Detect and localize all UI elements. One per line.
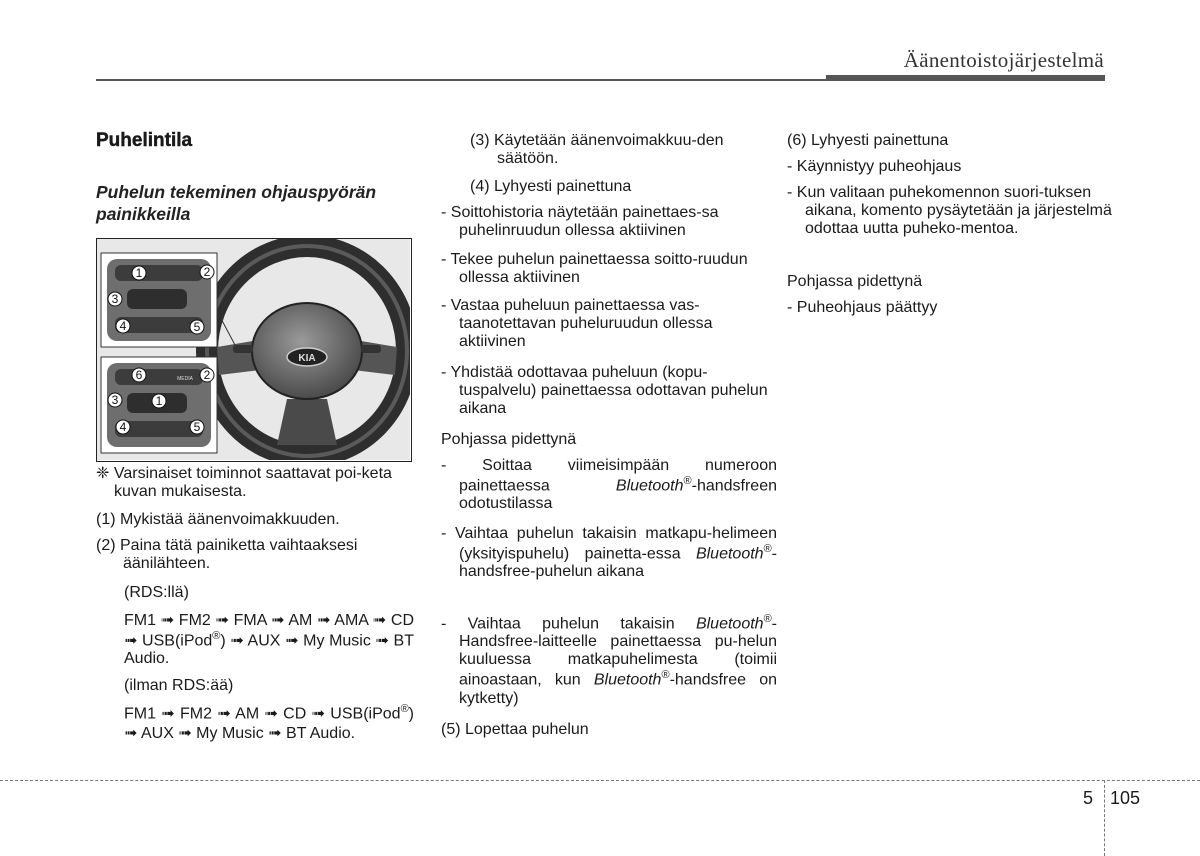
- item-2: (2) Paina tätä painiketta vaihtaaksesi äänilähteen.: [96, 537, 358, 572]
- badge-4: 4: [119, 319, 127, 333]
- bluetooth-term: Bluetooth: [615, 477, 684, 495]
- bullet-4g-part-2: -Handsfree-laitteelle painettaessa pu-helun kuuluessa matkapuhelimesta (toimii ainoastaan, kun: [459, 615, 777, 689]
- bullet-4f: [441, 525, 777, 581]
- rds-sequence-part-2: ) ➟ AUX ➟ My Music ➟ BT Audio.: [124, 632, 414, 668]
- item-4: (4) Lyhyesti painettuna: [470, 178, 632, 195]
- bullet-4e-part-2: -handsfreen odotustilassa: [459, 477, 777, 513]
- no-rds-label: (ilman RDS:ää): [124, 677, 234, 694]
- bottom-spoke: [277, 399, 337, 445]
- bullet-4e-part-1: - Soittaa viimeisimpään numeroon painettaessa: [441, 457, 777, 495]
- rds-sequence: [124, 610, 414, 668]
- no-rds-sequence-part-2: ) ➟ AUX ➟ My Music ➟ BT Audio.: [124, 705, 414, 743]
- bullet-4g-part-3: -handsfree on kytketty): [459, 671, 778, 707]
- item-1: (1) Mykistää äänenvoimakkuuden.: [96, 511, 340, 528]
- reg-mark: ®: [212, 630, 221, 642]
- steering-wheel-illustration: [97, 239, 410, 460]
- badge-6: 6: [135, 368, 143, 382]
- badge-5-lower: 5: [193, 420, 201, 434]
- bullet-6c: - Puheohjaus päättyy: [787, 299, 938, 316]
- hold-label-6: Pohjassa pidettynä: [787, 273, 923, 290]
- no-rds-sequence-part-1: FM1 ➟ FM2 ➟ AM ➟ CD ➟ USB(iPod: [124, 705, 401, 723]
- bluetooth-term: Bluetooth: [695, 545, 764, 563]
- logo-text: KIA: [298, 353, 316, 364]
- badge-2-lower: 2: [203, 368, 211, 382]
- chapter-title: Äänentoistojärjestelmä: [903, 48, 1104, 72]
- badge-3-lower: 3: [111, 393, 119, 407]
- section-title: Puhelintila: [96, 130, 193, 151]
- header-rule: [96, 79, 826, 81]
- no-rds-sequence: [124, 703, 414, 743]
- page-number: 105: [1110, 788, 1141, 808]
- hold-label-4: Pohjassa pidettynä: [441, 431, 577, 448]
- bullet-6b: - Kun valitaan puhekomennon suori-tuksen aikana, komento pysäytetään ja järjestelmä odottaa uutta puheko-mentoa.: [787, 184, 1112, 237]
- badge-5: 5: [193, 320, 201, 334]
- bluetooth-term: Bluetooth: [695, 615, 764, 633]
- media-label: MEDIA: [177, 376, 193, 382]
- badge-1-lower: 1: [155, 394, 163, 408]
- section-number: 5: [1083, 788, 1094, 808]
- subsection-title: Puhelun tekeminen ohjauspyörän painikkeilla: [96, 182, 377, 224]
- badge-4-lower: 4: [119, 420, 127, 434]
- bullet-4f-part-1: - Vaihtaa puhelun takaisin matkapu-helimeen (yksityispuhelu) painetta-essa: [441, 525, 777, 563]
- reg-mark: ®: [661, 669, 670, 682]
- rds-sequence-part-1: FM1 ➟ FM2 ➟ FMA ➟ AM ➟ AMA ➟ CD ➟ USB(iPod: [124, 612, 414, 650]
- item-5: (5) Lopettaa puhelun: [441, 721, 589, 738]
- steering-wheel-figure: [96, 238, 412, 462]
- footer-rule: [0, 780, 1200, 781]
- badge-3: 3: [111, 292, 119, 306]
- bullet-4c: - Vastaa puheluun painettaessa vas-taanotettavan puheluruudun ollessa aktiivinen: [441, 297, 713, 350]
- bullet-4e: [441, 457, 777, 513]
- item-6: (6) Lyhyesti painettuna: [787, 132, 949, 149]
- badge-1: 1: [135, 266, 143, 280]
- bullet-4f-part-2: -handsfree-puhelun aikana: [459, 545, 777, 581]
- badge-2: 2: [203, 265, 211, 279]
- reg-mark: ®: [763, 543, 772, 555]
- footer-divider: [1104, 780, 1105, 856]
- reg-mark: ®: [763, 613, 772, 625]
- bullet-4d: - Yhdistää odottavaa puheluun (kopu-tuspalvelu) painettaessa odottavan puhelun aikana: [441, 364, 768, 417]
- bullet-4g: [441, 613, 777, 708]
- rds-label: (RDS:llä): [124, 584, 189, 601]
- bluetooth-term: Bluetooth: [593, 671, 662, 689]
- bullet-4b: - Tekee puhelun painettaessa soitto-ruudun ollessa aktiivinen: [441, 251, 748, 286]
- item-3: (3) Käytetään äänenvoimakkuu-den säätöön.: [470, 132, 724, 167]
- reg-mark: ®: [683, 475, 692, 487]
- reg-mark: ®: [400, 703, 409, 715]
- bullet-6a: - Käynnistyy puheohjaus: [787, 158, 962, 175]
- note-text: ❈ Varsinaiset toiminnot saattavat poi-keta kuvan mukaisesta.: [96, 465, 392, 500]
- header-rule-accent: [826, 75, 1105, 81]
- bullet-4a: - Soittohistoria näytetään painettaes-sa puhelinruudun ollessa aktiivinen: [441, 204, 719, 239]
- bullet-4g-part-1: - Vaihtaa puhelun takaisin: [441, 615, 696, 633]
